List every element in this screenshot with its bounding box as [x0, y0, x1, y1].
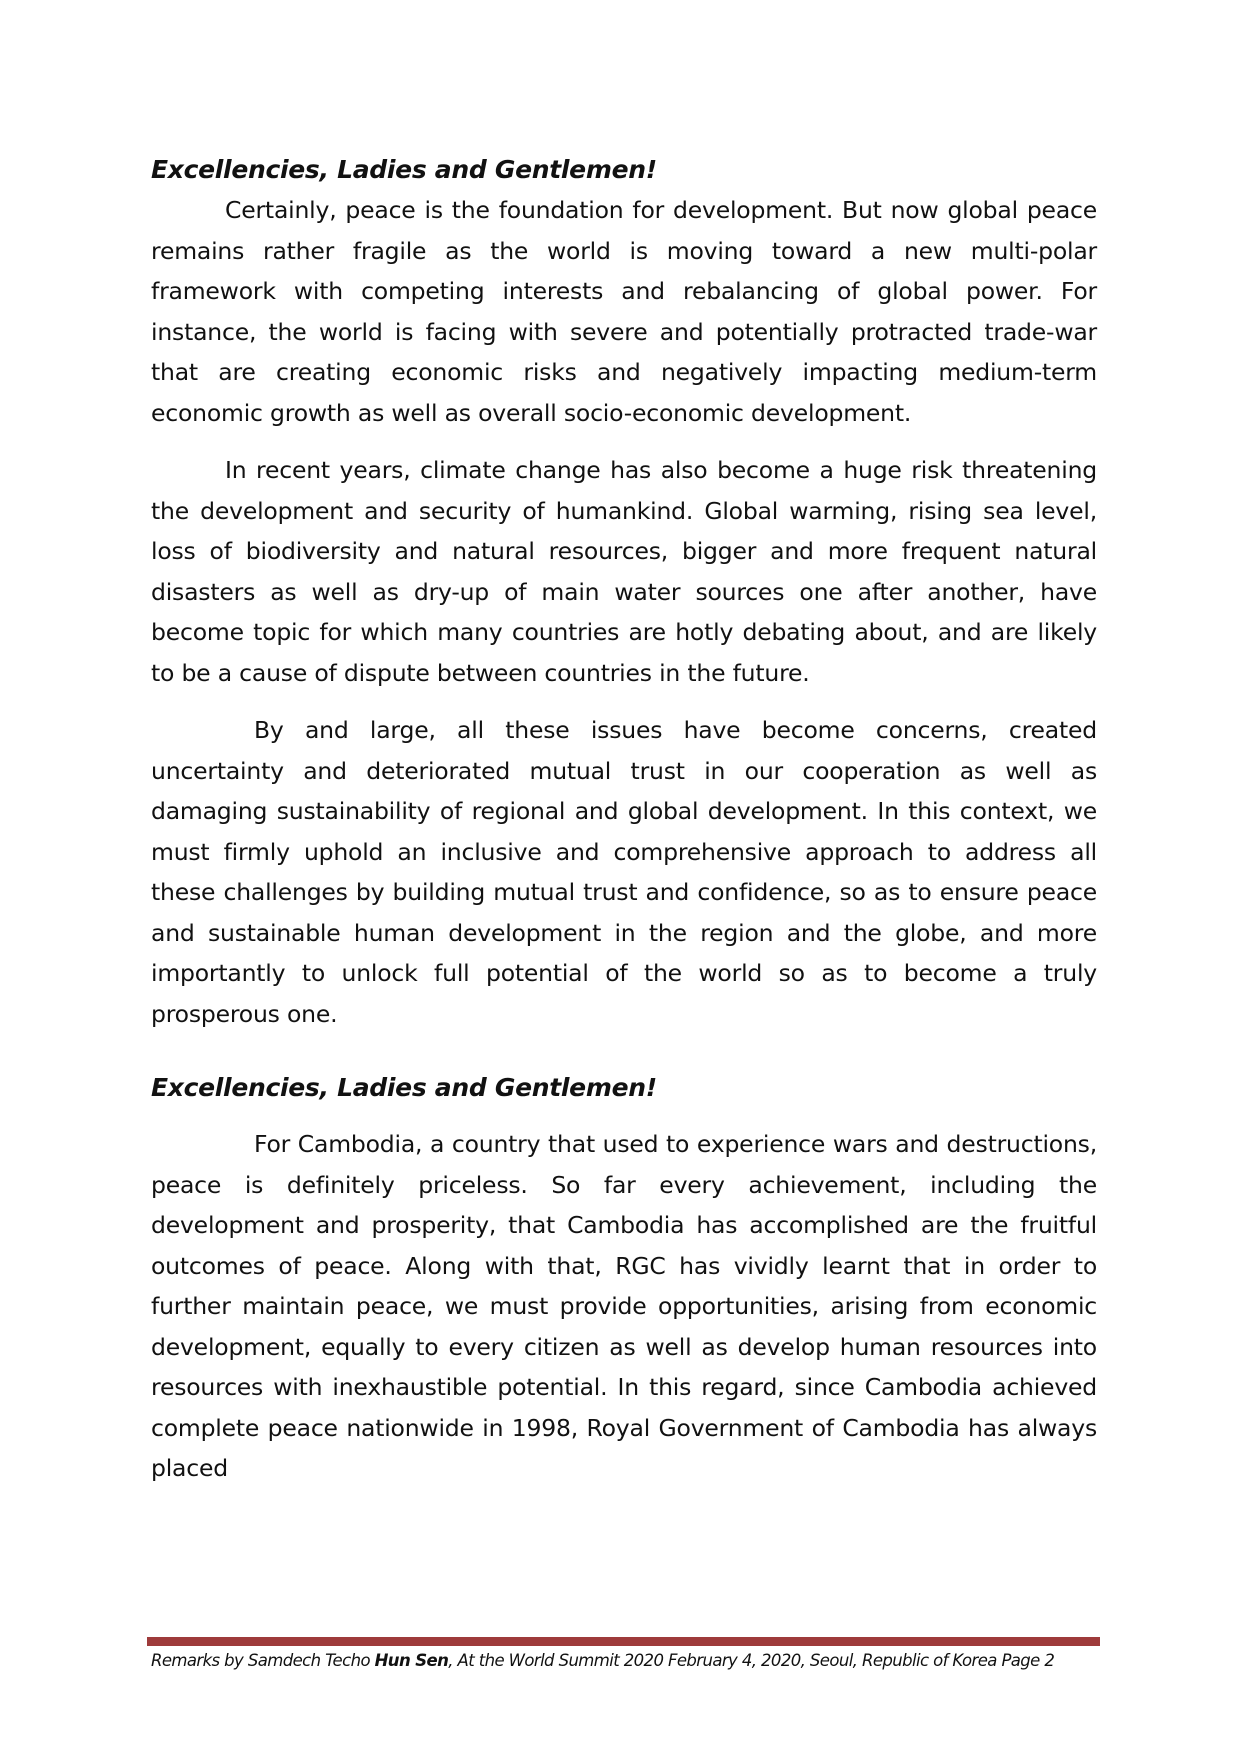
footer-rule — [147, 1637, 1100, 1646]
paragraph: Certainly, peace is the foundation for development. But now global peace remains rather fragile as the world is moving toward a new multi-polar framework with competing interests and rebalancing of global power. For instance, the world is facing with severe and potentially protracted trade-war that are creating economic risks and negatively impacting medium-term economic growth as well as overall socio-economic development. — [151, 196, 1097, 427]
page-footer — [151, 1651, 1054, 1670]
section-heading: Excellencies, Ladies and Gentlemen! — [151, 1073, 657, 1102]
section-heading: Excellencies, Ladies and Gentlemen! — [151, 155, 657, 184]
footer-suffix: , At the World Summit 2020 February 4, 2020, Seoul, Republic of Korea Page 2 — [448, 1651, 1055, 1670]
paragraph: For Cambodia, a country that used to experience wars and destructions, peace is definitely priceless. So far every achievement, including the development and prosperity, that Cambodia has accomplished are the fruitful outcomes of peace. Along with that, RGC has vividly learnt that in order to further maintain peace, we must provide opportunities, arising from economic development, equally to every citizen as well as develop human resources into resources with inexhaustible potential. In this regard, since Cambodia achieved complete peace nationwide in 1998, Royal Government of Cambodia has always placed — [151, 1130, 1097, 1482]
paragraph: In recent years, climate change has also become a huge risk threatening the development and security of humankind. Global warming, rising sea level, loss of biodiversity and natural resources, bigger and more frequent natural disasters as well as dry-up of main water sources one after another, have become topic for which many countries are hotly debating about, and are likely to be a cause of dispute between countries in the future. — [151, 456, 1097, 687]
footer-prefix: Remarks by Samdech Techo — [151, 1651, 375, 1670]
paragraph: By and large, all these issues have become concerns, created uncertainty and deteriorated mutual trust in our cooperation as well as damaging sustainability of regional and global development. In this context, we must firmly uphold an inclusive and comprehensive approach to address all these challenges by building mutual trust and confidence, so as to ensure peace and sustainable human development in the region and the globe, and more importantly to unlock full potential of the world so as to become a truly prosperous one. — [151, 716, 1097, 1028]
footer-speaker-name: Hun Sen — [374, 1651, 449, 1670]
page-body — [151, 150, 1097, 1489]
